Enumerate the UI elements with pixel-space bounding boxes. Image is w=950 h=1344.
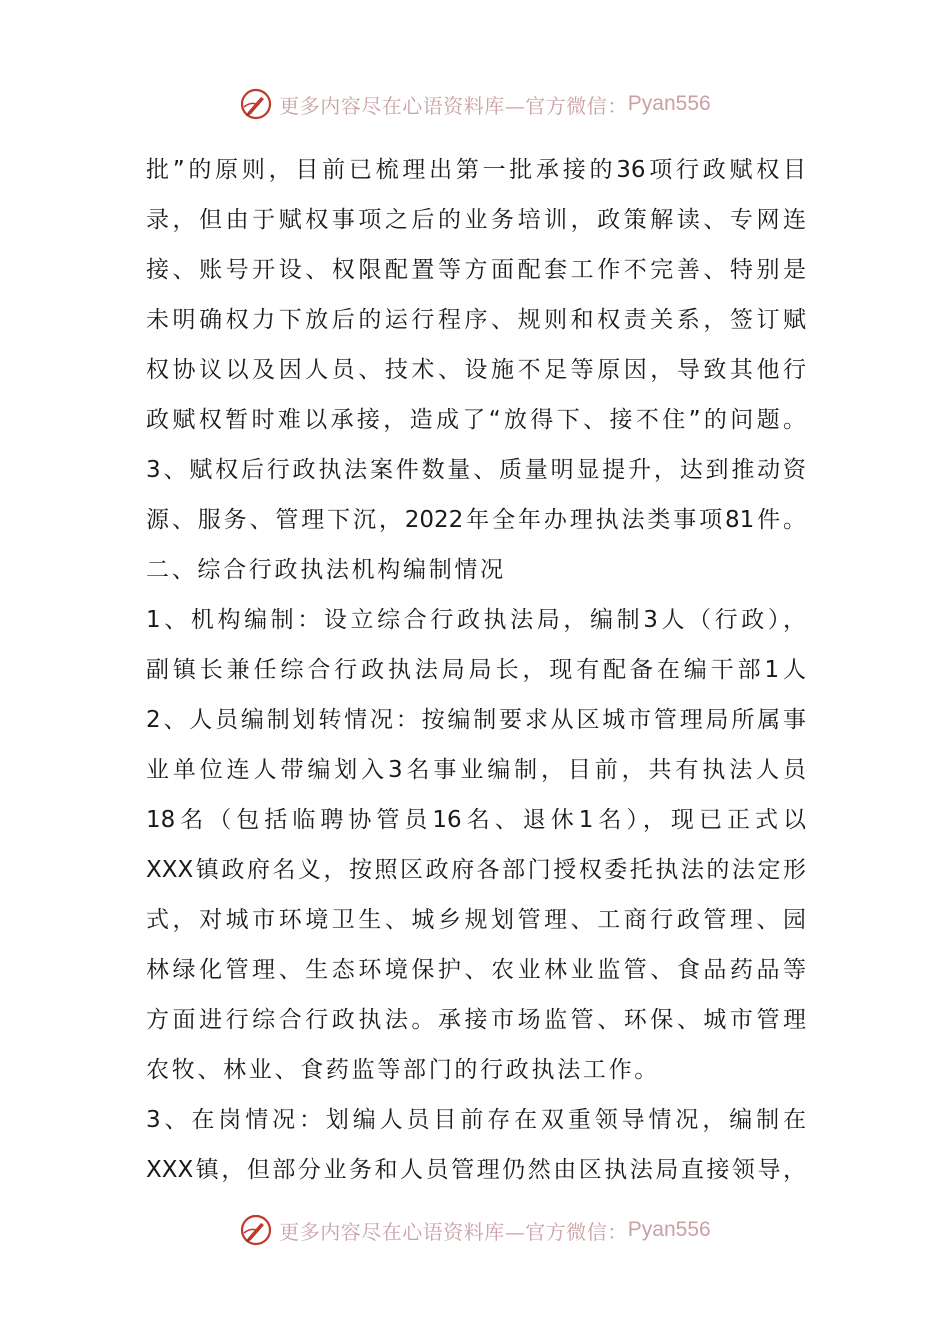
watermark-wechat-id: Pyan556 — [627, 92, 711, 115]
text-line: 3、赋权后行政执法案件数量、质量明显提升，达到推动资 — [146, 457, 806, 483]
document-body — [146, 145, 806, 1195]
text-line: 未明确权力下放后的运行程序、规则和权责关系，签订赋 — [146, 307, 806, 333]
text-line: 接、账号开设、权限配置等方面配套工作不完善、特别是 — [146, 257, 806, 283]
section-heading: 二、综合行政执法机构编制情况 — [146, 557, 506, 583]
text-line: 农牧、林业、食药监等部门的行政执法工作。 — [146, 1057, 660, 1083]
text-line: 业单位连人带编划入3名事业编制，目前，共有执法人员 — [146, 757, 806, 783]
watermark-header — [0, 84, 950, 124]
watermark-text: 更多内容尽在心语资料库—官方微信： — [279, 1219, 628, 1244]
pen-logo-icon — [239, 1213, 273, 1247]
pen-logo-icon — [239, 87, 273, 121]
text-line: 式，对城市环境卫生、城乡规划管理、工商行政管理、园 — [146, 907, 806, 933]
text-line: XXX镇，但部分业务和人员管理仍然由区执法局直接领导， — [146, 1157, 806, 1183]
text-line: 录，但由于赋权事项之后的业务培训，政策解读、专网连 — [146, 207, 806, 233]
text-line: 源、服务、管理下沉，2022年全年办理执法类事项81件。 — [146, 507, 806, 533]
text-line: 18名（包括临聘协管员16名、退休1名），现已正式以 — [146, 807, 806, 833]
text-line: 副镇长兼任综合行政执法局局长，现有配备在编干部1人 — [146, 657, 806, 683]
text-line: 1、机构编制：设立综合行政执法局，编制3人（行政）， — [146, 607, 806, 633]
watermark-wechat-id: Pyan556 — [627, 1218, 711, 1241]
text-line: 方面进行综合行政执法。承接市场监管、环保、城市管理 — [146, 1007, 806, 1033]
text-line: 政赋权暂时难以承接，造成了“放得下、接不住”的问题。 — [146, 407, 806, 433]
text-line: 权协议以及因人员、技术、设施不足等原因，导致其他行 — [146, 357, 806, 383]
text-line: XXX镇政府名义，按照区政府各部门授权委托执法的法定形 — [146, 857, 806, 883]
text-line: 2、人员编制划转情况：按编制要求从区城市管理局所属事 — [146, 707, 806, 733]
text-line: 批”的原则，目前已梳理出第一批承接的36项行政赋权目 — [146, 157, 806, 183]
text-line: 3、在岗情况：划编人员目前存在双重领导情况，编制在 — [146, 1107, 806, 1133]
watermark-footer — [0, 1210, 950, 1250]
text-line: 林绿化管理、生态环境保护、农业林业监管、食品药品等 — [146, 957, 806, 983]
watermark-text: 更多内容尽在心语资料库—官方微信： — [279, 93, 628, 118]
